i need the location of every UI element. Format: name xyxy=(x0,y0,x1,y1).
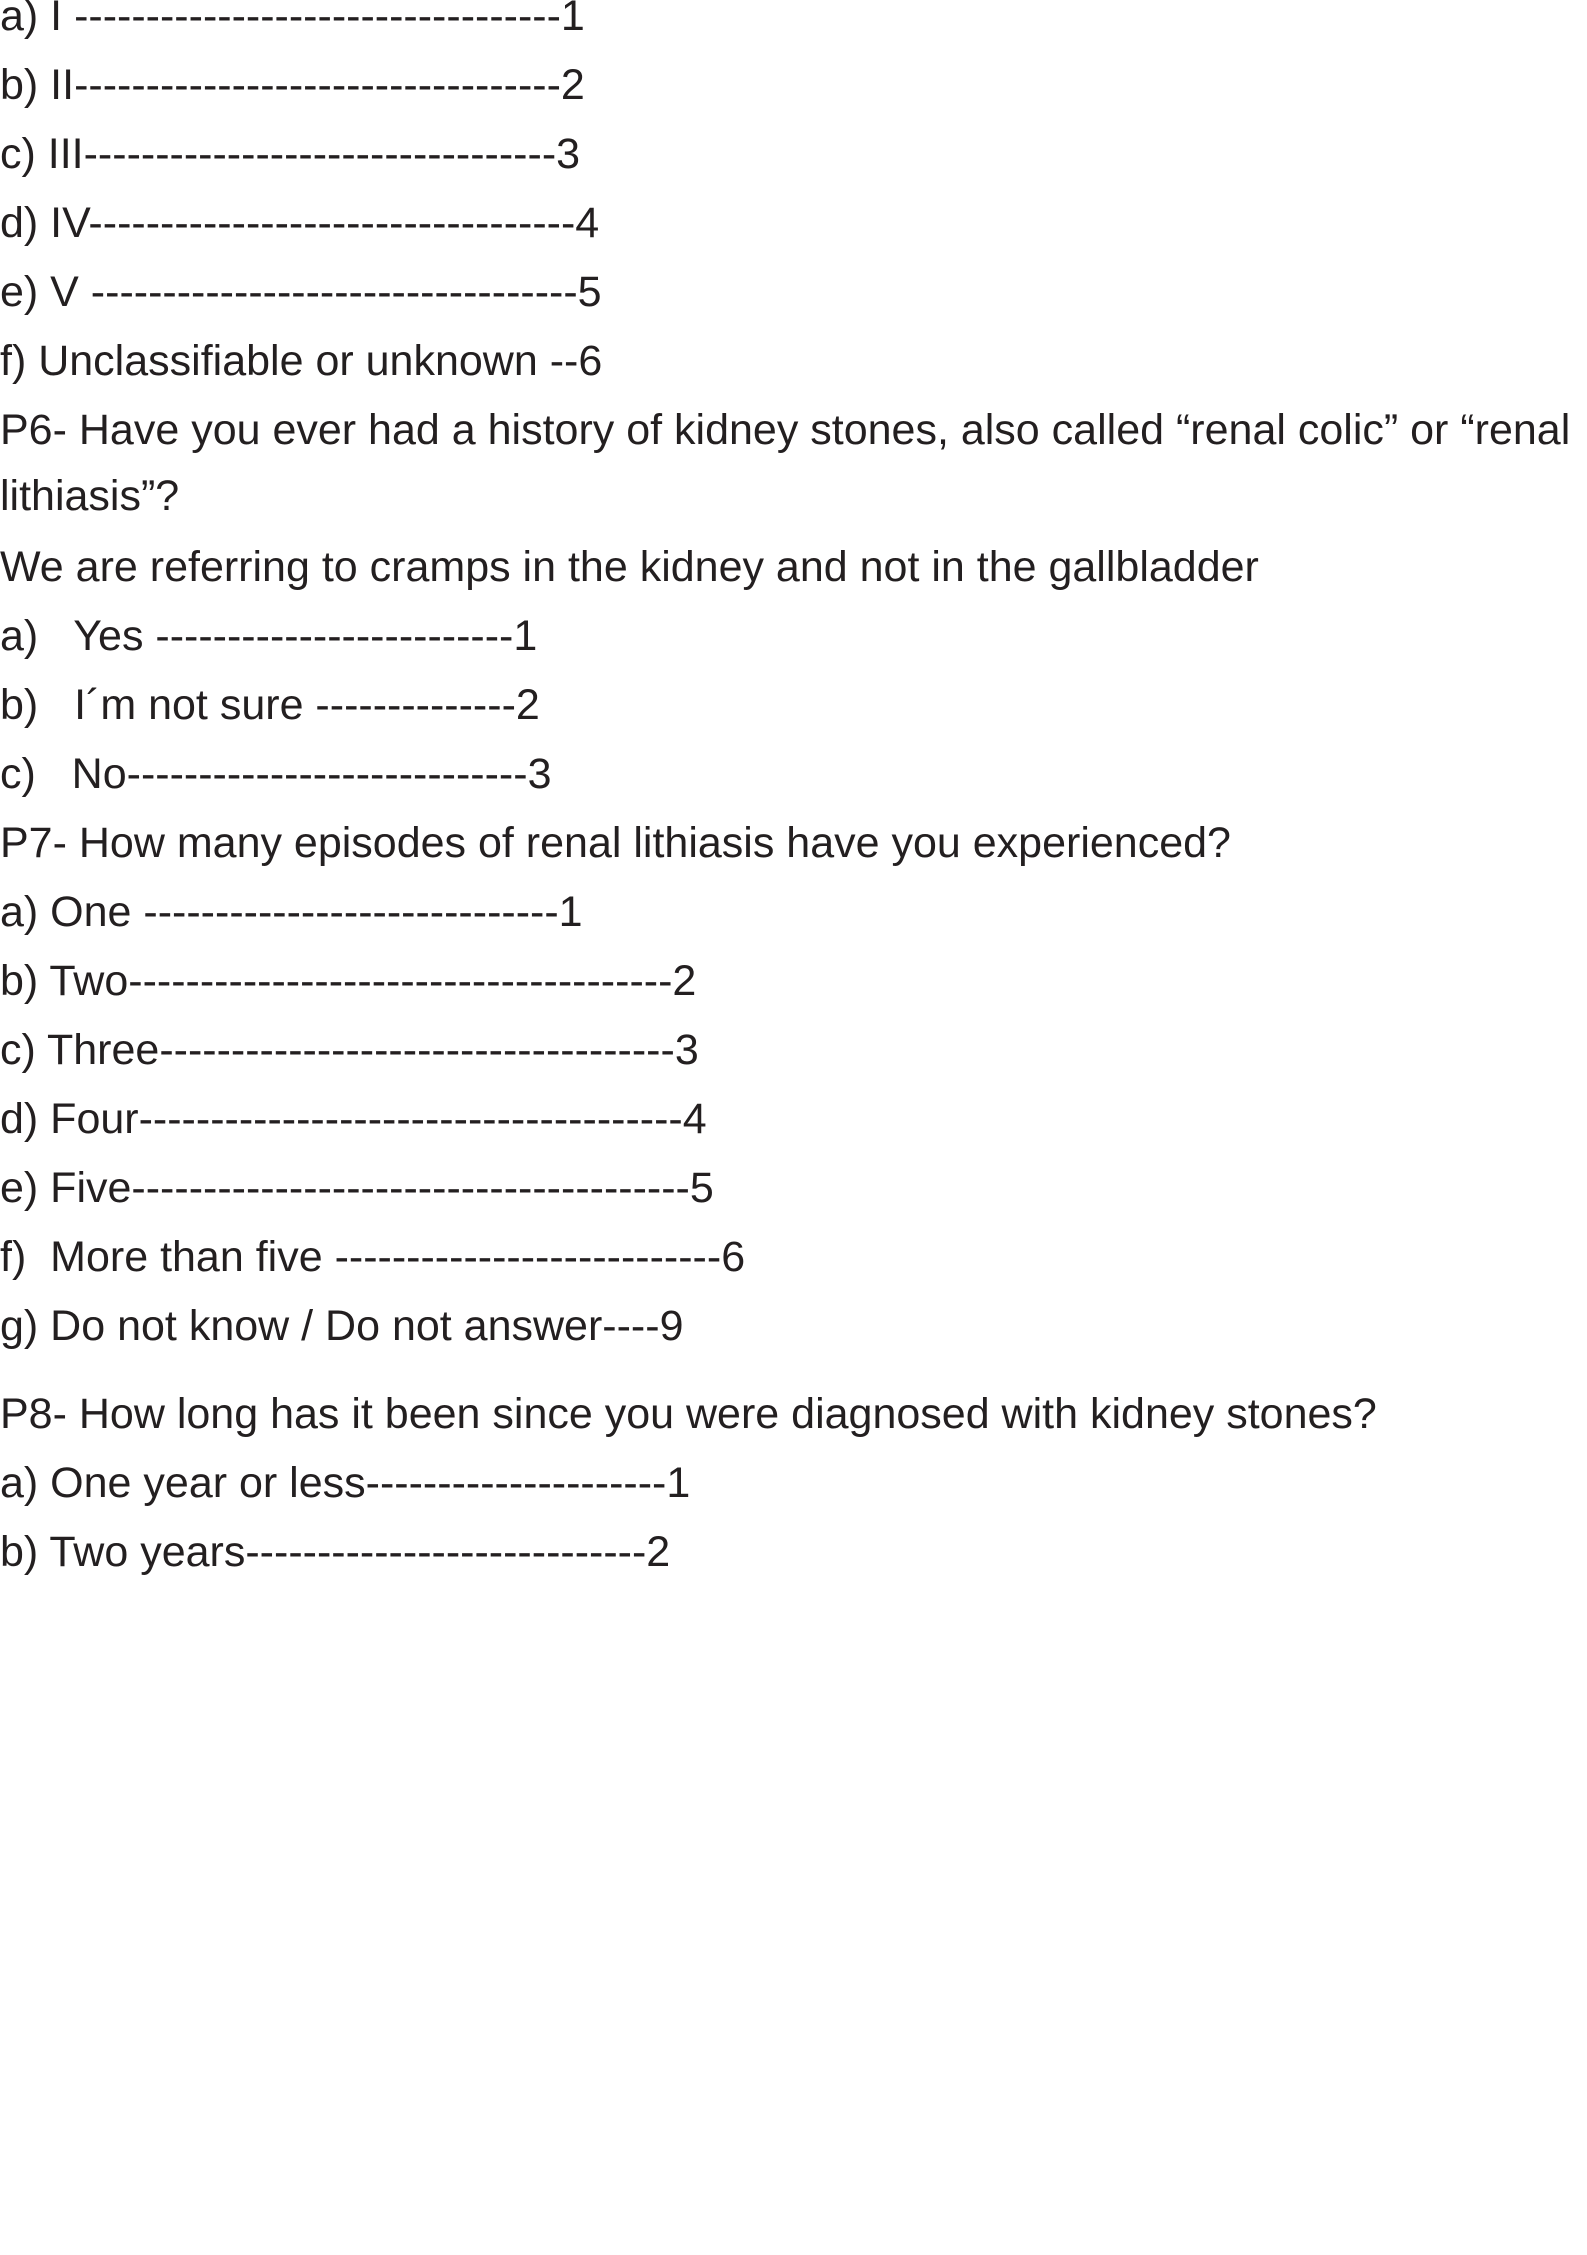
p5-option-d: d) IV----------------------------------4 xyxy=(0,199,600,247)
p5-option-c: c) III---------------------------------3 xyxy=(0,130,581,178)
p8-question: P8- How long has it been since you were diagnosed with kidney stones? xyxy=(0,1390,1377,1438)
p7-option-a: a) One -----------------------------1 xyxy=(0,888,583,936)
p6-option-a: a) Yes -------------------------1 xyxy=(0,612,538,660)
p6-note: We are referring to cramps in the kidney and not in the gallbladder xyxy=(0,543,1259,591)
p6-option-c: c) No----------------------------3 xyxy=(0,750,552,798)
p7-option-b: b) Two--------------------------------------2 xyxy=(0,957,697,1005)
p7-question: P7- How many episodes of renal lithiasis have you experienced? xyxy=(0,819,1231,867)
p8-option-b: b) Two years----------------------------2 xyxy=(0,1528,671,1576)
p5-option-e: e) V ----------------------------------5 xyxy=(0,268,602,316)
p6-question: P6- Have you ever had a history of kidney stones, also called “renal colic” or “renal lithiasis”? xyxy=(0,406,1571,520)
p7-option-e: e) Five---------------------------------------5 xyxy=(0,1164,714,1212)
p8-option-a: a) One year or less---------------------1 xyxy=(0,1459,691,1507)
p7-option-f: f) More than five ---------------------------6 xyxy=(0,1233,746,1281)
p6-option-b: b) I´m not sure --------------2 xyxy=(0,681,540,729)
p7-option-c: c) Three------------------------------------3 xyxy=(0,1026,699,1074)
p5-option-b: b) II----------------------------------2 xyxy=(0,61,585,109)
p7-option-g: g) Do not know / Do not answer----9 xyxy=(0,1302,684,1350)
p7-option-d: d) Four--------------------------------------4 xyxy=(0,1095,707,1143)
p5-option-f: f) Unclassifiable or unknown --6 xyxy=(0,337,603,385)
p5-option-a: a) I ----------------------------------1 xyxy=(0,0,585,40)
